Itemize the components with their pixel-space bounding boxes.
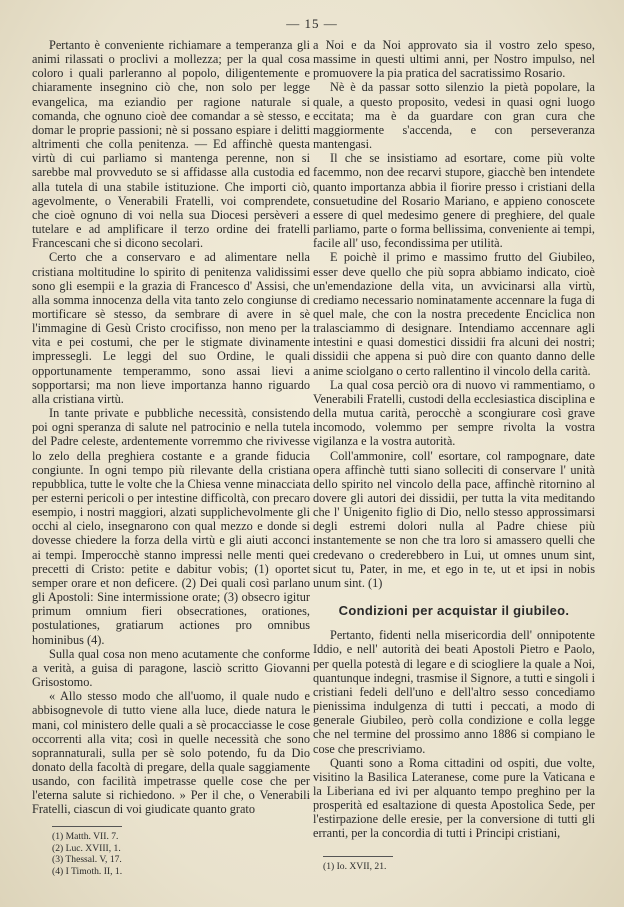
paragraph: Certo che a conservaro e ad alimentare nella cristiana moltitudine lo spirito di penitenza validissimi sono gli esempii e la grazia di Francesco d' Assisi, che alla somma innocenza della vita tanto zelo congiunse di mortificare sè stesso, da sembrare di avere in sè l'immagine di Gesù Cristo crocifisso, non meno per la vita e pei costumi, che per le stigmate divinamente impressegli. Le leggi del suo Ordine, le quali opportunamente temperammo, sono assai lievi a sopportarsi; ma non lieve importanza hanno riguardo alla cristiana virtù. (32, 250, 310, 406)
paragraph: La qual cosa perciò ora di nuovo vi rammentiamo, o Venerabili Fratelli, custodi della ecclesiastica disciplina e della mutua carità, perocchè a scongiurare così grave incomodo, volemmo per sempre rivolta la vostra vigilanza e la vostra autorità. (313, 377, 595, 449)
left-column (32, 38, 310, 817)
paragraph: In tante private e pubbliche necessità, consistendo poi ogni speranza di salute nel patrocinio e nella tutela del Padre celeste, ardentemente vorremmo che rivivesse lo zelo della preghiera costante e a grande fiducia congiunte. In ogni tempo più rilevante della cristiana repubblica, tutte le volte che la Chiesa venne minacciata per esterni pericoli o per intestine difficoltà, con precaro esempio, i nostri maggiori, alzati supplichevolmente gli occhi al cielo, insegnarono con qual mezzo e donde si dovesse chiedere la forza della virtù e gli aiuti acconci ai tempi. Imperocchè stanno impressi nelle menti quei precetti di Cristo: petite e dabitur vobis; (1) oportet semper orare et non deficere. (2) Dei quali così parlano gli Apostoli: Sine intermissione orate; (3) obsecro igitur primum omnium fieri obsecrationes, orationes, postulationes, gratiarum actiones pro omnibus hominibus (4). (32, 406, 310, 647)
paragraph: Quanti sono a Roma cittadini od ospiti, due volte, visitino la Basilica Lateranese, come pure la Vaticana e la Liberiana ed ivi per alquanto tempo preghino per la prosperità ed esaltazione di questa Apostolica Sede, per l'estirpazione delle eresie, per la conversione di tutti gli erranti, per la concordia di tutti i Principi cristiani, (313, 755, 595, 841)
right-column (313, 38, 595, 841)
paragraph: Pertanto, fidenti nella misericordia dell' onnipotente Iddio, e nell' autorità dei beati Apostoli Pietro e Paolo, per quella potestà di legare e di sciogliere la quale a Noi, quantunque indegni, trasmise il Signore, a tutti e singoli i cristiani fedeli dell'uno e dell'altro sesso concediamo pienissima indulgenza di tutti i peccati, a modo di generale Giubileo, però colla condizione e colla legge che nel termine del prossimo anno 1886 si compiano le cose che prescriviamo. (313, 628, 595, 756)
footnotes-left (52, 831, 122, 877)
footnote: (3) Thessal. V, 17. (52, 854, 122, 865)
paragraph: Sulla qual cosa non meno acutamente che conforme a verità, a guisa di paragone, lasciò scritto Giovanni Grisostomo. (32, 646, 310, 690)
paragraph: « Allo stesso modo che all'uomo, il quale nudo e abbisognevole di tutto viene alla luce, diede natura le mani, col ministero delle quali a sè procacciasse le cose occorrenti alla vita; così in quelle necessità che sono soprannaturali, sulla per sè solo potendo, fu da Dio donato della facoltà di pregare, della quale saggiamente usando, con facilità impetrasse quelle cose che per l'eterna salute si richiedono. » Per il che, o Venerabili Fratelli, ciascun di voi giudicate quanto grato (32, 689, 310, 817)
footnote: (4) I Timoth. II, 1. (52, 865, 123, 877)
footnote: (1) Matth. VII. 7. (52, 831, 119, 842)
paragraph: Il che se insistiamo ad esortare, come più volte facemmo, non dee recarvi stupore, giacchè ben intendete quanto importanza abbia il fiorire presso i cristiani della consuetudine del Rosario Mariano, e appieno conoscete essere di quel medesimo genere di preghiere, del quale parliamo, parte o forma bellissima, conveniente ai tempi, facile all' uso, fecondissima per utilità. (313, 151, 595, 251)
paragraph: Nè è da passar sotto silenzio la pietà popolare, la quale, a questo proposito, vedesi in quasi ogni luogo eccitata; ma è da guardare con gran cura che maggiormente s'accenda, e con perseveranza mantengasi. (313, 80, 595, 152)
section-heading: Condizioni per acquistar il giubileo. (338, 603, 570, 619)
paragraph: Pertanto è conveniente richiamare a temperanza gli animi rilassati o proclivi a mollezza; per la qual cosa coloro i quali parleranno al popolo, diligentemente e chiaramente insegnino ciò che, non solo per legge evangelica, ma eziandio per ragione naturale si comanda, che ognuno cioè dee comandar a sè stesso, e domar le proprie passioni; nè si possano espiare i delitti altrimenti che colla penitenza. — Ed affinchè questa virtù di cui parliamo si mantenga perenne, non si sarebbe mal provveduto se si affidasse alla custodia ed alla tutela di una stabile istituzione. Che importi ciò, agevolmente, o Venerabili Fratelli, voi comprendete, che cioè ognuno di voi nella sua Diocesi persèveri a tutelare e ad amplificare il terzo ordine dei fratelli Francescani che si dicono secolari. (32, 38, 310, 251)
footnote: (2) Luc. XVIII, 1. (52, 842, 121, 854)
page-number: — 15 — (286, 16, 338, 31)
footnote-rule (52, 826, 122, 827)
footnote: (1) Io. XVII, 21. (323, 861, 387, 872)
paragraph: E poichè il primo e massimo frutto del Giubileo, esser deve quello che più sopra abbiamo indicato, cioè un'emendazione della vita, un avvicinarsi alla virtù, crediamo necessario nominatamente accennare la fuga di quel male, che con la nostra precedente Enciclica non tralasciammo di designare. Intendiamo accennare agli intestini e quasi domestici dissidii fra alcuni dei nostri; dissidii che appena si può dire con quanto danno delle anime sciolgano o certo rallentino il vincolo della carità. (313, 250, 595, 378)
paragraph: a Noi e da Noi approvato sia il vostro zelo speso, massime in questi ultimi anni, per Nostro impulso, nel promuovere la pia pratica del sacratissimo Rosario. (313, 38, 595, 81)
paragraph: Coll'ammonire, coll' esortare, col rampognare, date opera affinchè tutti siano solleciti di conservare l' unità dello spirito nel vincolo della pace, affinchè ritornino al dovere gli autori dei dissidii, per tutta la vita meditando che l' Unigenito figlio di Dio, nello stesso approssimarsi degli estremi dolori nulla al Padre chiese più instantemente se non che tra loro si amassero quelli che credevano o crederebbero in Lui, ut omnes unum sint, sicut tu, Pater, in me, et ego in te, ut et ipsi in nobis unum sint. (1) (313, 448, 595, 590)
footnotes-right (323, 861, 386, 873)
footnote-rule (323, 856, 393, 857)
